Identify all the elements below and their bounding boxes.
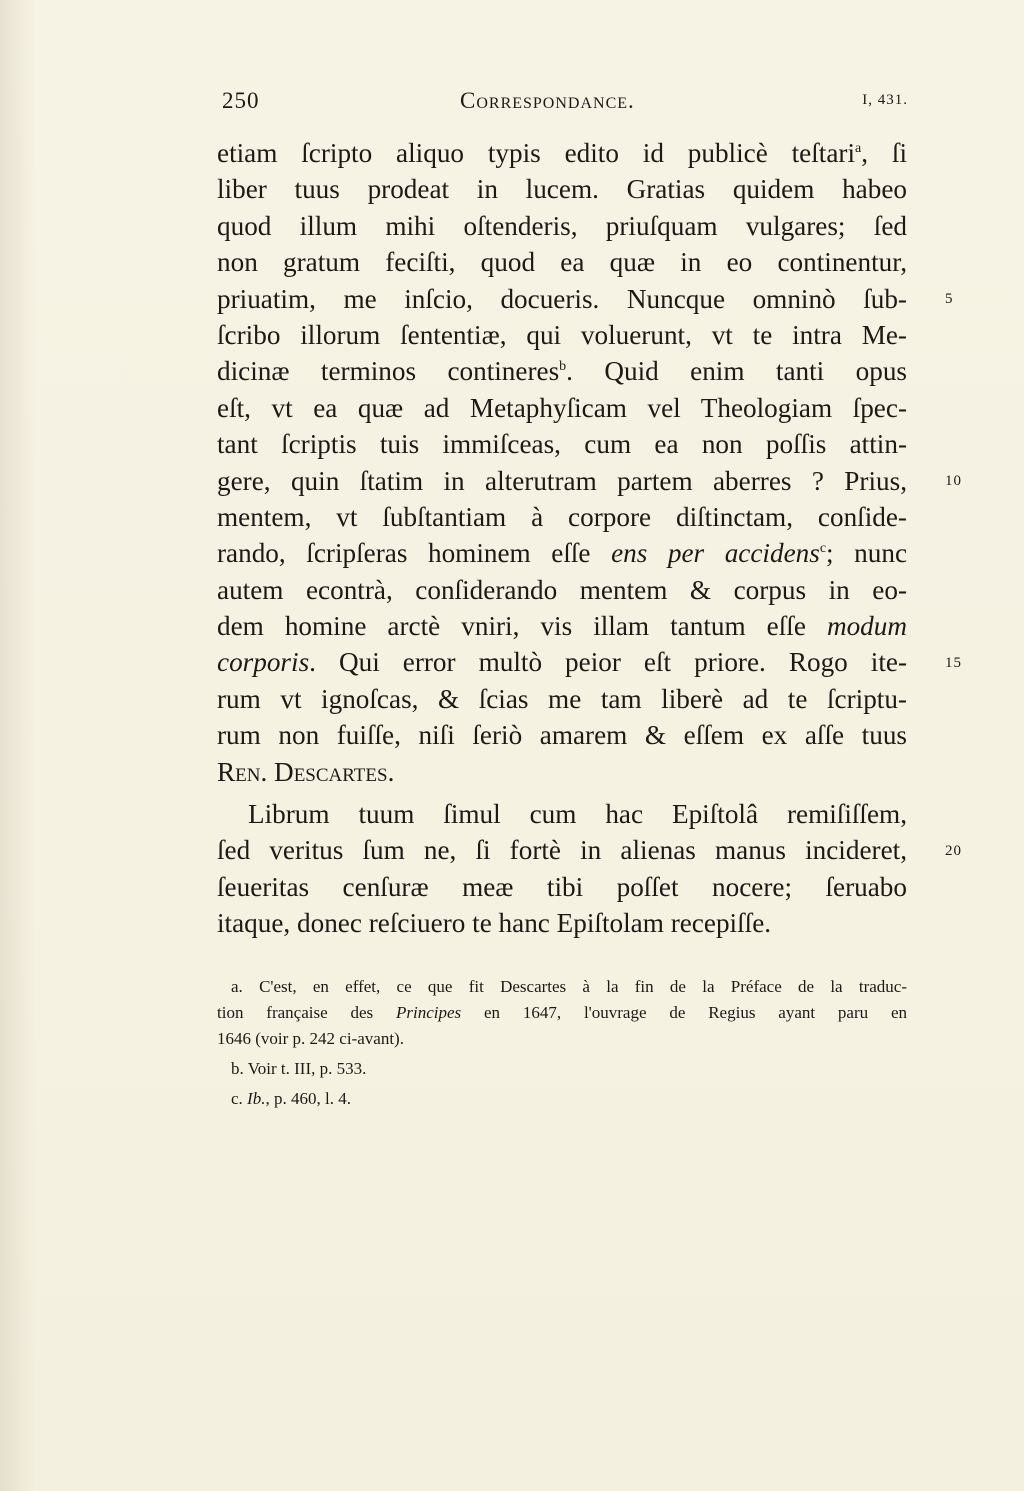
text-line: eſt, vt ea quæ ad Metaphyſicam vel Theologiam ſpec- [217, 392, 907, 423]
footnote-a-cont: 1646 (voir p. 242 ci-avant). [217, 1029, 404, 1048]
signature: Ren. Descartes. [217, 756, 395, 787]
footnotes [217, 974, 907, 1112]
line-number-5: 5 [945, 291, 954, 307]
text-line: corporis. Qui error multò peior eſt priore. Rogo ite- [217, 647, 907, 678]
text-line: ſcribo illorum ſententiæ, qui voluerunt, vt te intra Me- [217, 319, 907, 350]
footnote-marker-c[interactable]: c [819, 541, 827, 557]
text-line: etiam ſcripto aliquo typis edito id publicè teſtari$^a$, ſi [217, 138, 907, 168]
footnote-c: c. Ib., p. 460, l. 4. [231, 1089, 351, 1108]
text-line: priuatim, me inſcio, docueris. Nuncque omninò ſub- [217, 283, 907, 314]
line-number-20: 20 [945, 843, 962, 859]
text-line: non gratum feciſti, quod ea quæ in eo continentur, [217, 247, 907, 278]
text-line: dicinæ terminos contineres$^b$. Quid enim tanti opus [217, 356, 907, 387]
text-line: tant ſcriptis tuis immiſceas, cum ea non poſſis attin- [217, 429, 907, 460]
page-edge-shadow [0, 0, 36, 1491]
text-line: quod illum mihi oſtenderis, priuſquam vulgares; ſed [217, 210, 907, 241]
letter-reference: I, 431. [862, 92, 908, 108]
text-line: ſeueritas cenſuræ meæ tibi poſſet nocere; ſeruabo [217, 871, 907, 902]
footnote-marker-a[interactable]: a [855, 140, 862, 156]
footnote-b: b. Voir t. III, p. 533. [231, 1059, 367, 1078]
text-line: Librum tuum ſimul cum hac Epiſtolâ remiſiſſem, [248, 799, 907, 830]
text-line: ſed veritus ſum ne, ſi fortè in alienas manus incideret, [217, 835, 907, 866]
line-number-15: 15 [945, 655, 962, 671]
text-line: dem homine arctè vniri, vis illam tantum eſſe modum [217, 611, 908, 642]
text-line: rum vt ignoſcas, & ſcias me tam liberè ad te ſcriptu- [217, 683, 907, 714]
page-number: 250 [222, 88, 260, 113]
text-line: itaque, donec reſciuero te hanc Epiſtolam recepiſſe. [217, 908, 772, 939]
footnote-a-cont: tion française des Principes en 1647, l'ouvrage de Regius ayant paru en [217, 1003, 908, 1022]
running-header [222, 88, 908, 120]
running-title: Correspondance. [460, 88, 635, 113]
text-line: mentem, vt ſubſtantiam à corpore diſtinctam, conſide- [217, 501, 907, 532]
letter-body [217, 135, 907, 942]
line-number-10: 10 [945, 473, 962, 489]
text-line: liber tuus prodeat in lucem. Gratias quidem habeo [217, 174, 907, 205]
text-line: rando, ſcripſeras hominem eſſe ens per accidens$^c$; nunc [217, 538, 908, 569]
footnote-marker-b[interactable]: b [559, 359, 567, 375]
text-line: gere, quin ſtatim in alterutram partem aberres ? Prius, [217, 465, 907, 496]
footnote-a: a. C'est, en effet, ce que fit Descartes à la fin de la Préface de la traduc- [231, 977, 907, 996]
text-line: rum non fuiſſe, niſi ſeriò amarem & eſſem ex aſſe tuus [217, 720, 907, 751]
text-line: autem econtrà, conſiderando mentem & corpus in eo- [217, 574, 907, 605]
